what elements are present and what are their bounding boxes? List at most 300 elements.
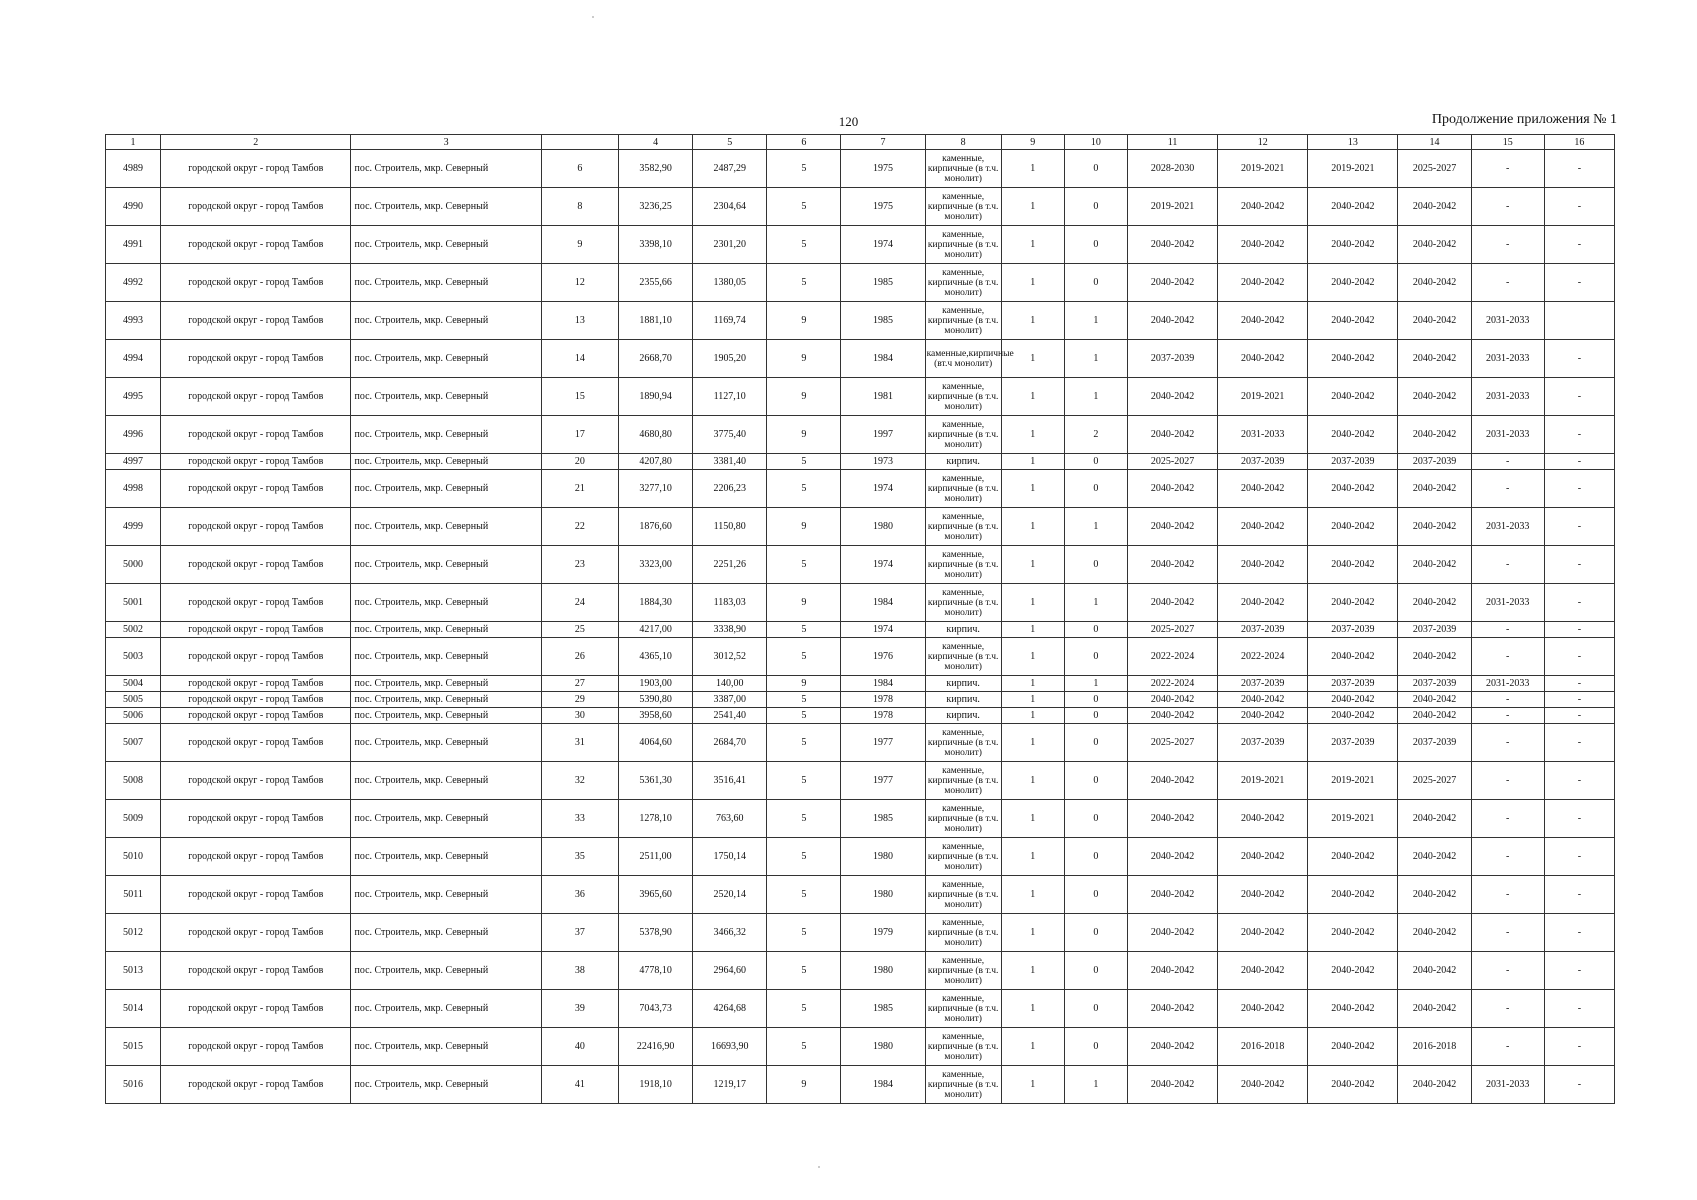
table-cell-c3b: 33	[541, 800, 618, 838]
table-cell-c7: 1977	[841, 724, 925, 762]
table-cell-c14: 2040-2042	[1398, 340, 1471, 378]
scan-speck	[818, 1166, 820, 1168]
table-cell-c9: 1	[1001, 584, 1064, 622]
table-cell-c15: -	[1471, 226, 1544, 264]
table-cell-c15: -	[1471, 692, 1544, 708]
table-cell-c15: -	[1471, 800, 1544, 838]
table-cell-c16: -	[1544, 876, 1614, 914]
table-cell-c14: 2040-2042	[1398, 264, 1471, 302]
table-cell-c9: 1	[1001, 264, 1064, 302]
column-header: 1	[106, 135, 161, 150]
table-cell-c2: городской округ - город Тамбов	[161, 470, 351, 508]
table-cell-c4: 4680,80	[619, 416, 693, 454]
table-cell-c9: 1	[1001, 378, 1064, 416]
column-header: 2	[161, 135, 351, 150]
table-cell-c10: 1	[1064, 302, 1127, 340]
table-cell-c2: городской округ - город Тамбов	[161, 838, 351, 876]
table-cell-c3b: 27	[541, 676, 618, 692]
table-cell-c3: пос. Строитель, мкр. Северный	[351, 838, 541, 876]
table-cell-c8: каменные, кирпичные (в т.ч. монолит)	[925, 1066, 1001, 1104]
table-row	[106, 622, 1615, 638]
table-cell-c6: 9	[767, 508, 841, 546]
table-cell-c1: 5006	[106, 708, 161, 724]
table-cell-c8: каменные, кирпичные (в т.ч. монолит)	[925, 150, 1001, 188]
table-cell-c15: -	[1471, 708, 1544, 724]
table-cell-c7: 1984	[841, 1066, 925, 1104]
table-cell-c7: 1980	[841, 838, 925, 876]
table-row	[106, 990, 1615, 1028]
table-cell-c7: 1980	[841, 952, 925, 990]
table-cell-c5: 1150,80	[693, 508, 767, 546]
table-cell-c2: городской округ - город Тамбов	[161, 800, 351, 838]
table-cell-c2: городской округ - город Тамбов	[161, 454, 351, 470]
table-cell-c11: 2040-2042	[1127, 1066, 1217, 1104]
table-cell-c1: 5001	[106, 584, 161, 622]
table-cell-c1: 5013	[106, 952, 161, 990]
table-cell-c15: 2031-2033	[1471, 378, 1544, 416]
column-header: 11	[1127, 135, 1217, 150]
table-cell-c11: 2040-2042	[1127, 990, 1217, 1028]
table-cell-c5: 1127,10	[693, 378, 767, 416]
table-cell-c11: 2025-2027	[1127, 622, 1217, 638]
table-cell-c16: -	[1544, 676, 1614, 692]
table-cell-c3b: 29	[541, 692, 618, 708]
table-cell-c16: -	[1544, 914, 1614, 952]
table-cell-c2: городской округ - город Тамбов	[161, 302, 351, 340]
table-cell-c9: 1	[1001, 226, 1064, 264]
table-cell-c16: -	[1544, 622, 1614, 638]
table-cell-c16: -	[1544, 1028, 1614, 1066]
table-row	[106, 800, 1615, 838]
page-number: 120	[838, 114, 859, 129]
table-cell-c13: 2040-2042	[1308, 914, 1398, 952]
table-cell-c12: 2037-2039	[1218, 454, 1308, 470]
table-cell-c15: -	[1471, 622, 1544, 638]
table-cell-c2: городской округ - город Тамбов	[161, 416, 351, 454]
column-header-row	[106, 135, 1615, 150]
table-cell-c5: 2964,60	[693, 952, 767, 990]
table-cell-c8: кирпич.	[925, 676, 1001, 692]
table-cell-c1: 5015	[106, 1028, 161, 1066]
table-cell-c1: 4999	[106, 508, 161, 546]
table-cell-c9: 1	[1001, 762, 1064, 800]
table-cell-c7: 1980	[841, 508, 925, 546]
table-cell-c13: 2040-2042	[1308, 708, 1398, 724]
table-cell-c11: 2040-2042	[1127, 378, 1217, 416]
table-cell-c4: 3236,25	[619, 188, 693, 226]
table-cell-c3b: 38	[541, 952, 618, 990]
table-cell-c5: 2301,20	[693, 226, 767, 264]
table-cell-c13: 2037-2039	[1308, 724, 1398, 762]
table-cell-c2: городской округ - город Тамбов	[161, 762, 351, 800]
table-cell-c4: 1918,10	[619, 1066, 693, 1104]
table-cell-c1: 5010	[106, 838, 161, 876]
table-cell-c3b: 35	[541, 838, 618, 876]
table-cell-c5: 2206,23	[693, 470, 767, 508]
table-cell-c3: пос. Строитель, мкр. Северный	[351, 692, 541, 708]
table-cell-c7: 1973	[841, 454, 925, 470]
table-cell-c14: 2040-2042	[1398, 692, 1471, 708]
table-cell-c1: 5011	[106, 876, 161, 914]
table-cell-c6: 9	[767, 584, 841, 622]
table-cell-c4: 3965,60	[619, 876, 693, 914]
housing-table	[105, 134, 1615, 1104]
table-cell-c10: 0	[1064, 226, 1127, 264]
table-cell-c11: 2025-2027	[1127, 454, 1217, 470]
table-cell-c1: 5005	[106, 692, 161, 708]
table-row	[106, 708, 1615, 724]
table-cell-c15: -	[1471, 638, 1544, 676]
table-cell-c3: пос. Строитель, мкр. Северный	[351, 302, 541, 340]
table-row	[106, 838, 1615, 876]
table-cell-c14: 2040-2042	[1398, 838, 1471, 876]
table-cell-c15: 2031-2033	[1471, 416, 1544, 454]
table-cell-c3b: 40	[541, 1028, 618, 1066]
table-cell-c15: 2031-2033	[1471, 584, 1544, 622]
table-cell-c1: 4993	[106, 302, 161, 340]
table-cell-c4: 5378,90	[619, 914, 693, 952]
table-cell-c6: 9	[767, 416, 841, 454]
table-cell-c12: 2040-2042	[1218, 952, 1308, 990]
table-cell-c14: 2040-2042	[1398, 188, 1471, 226]
table-cell-c10: 0	[1064, 454, 1127, 470]
table-cell-c16: -	[1544, 724, 1614, 762]
table-cell-c12: 2037-2039	[1218, 676, 1308, 692]
table-cell-c7: 1974	[841, 546, 925, 584]
table-cell-c15: -	[1471, 876, 1544, 914]
table-cell-c13: 2037-2039	[1308, 622, 1398, 638]
table-cell-c13: 2040-2042	[1308, 378, 1398, 416]
table-row	[106, 1028, 1615, 1066]
table-cell-c11: 2040-2042	[1127, 226, 1217, 264]
table-cell-c6: 5	[767, 762, 841, 800]
table-cell-c10: 2	[1064, 416, 1127, 454]
table-cell-c4: 5361,30	[619, 762, 693, 800]
table-cell-c1: 5007	[106, 724, 161, 762]
table-cell-c1: 4998	[106, 470, 161, 508]
table-cell-c2: городской округ - город Тамбов	[161, 1066, 351, 1104]
table-row	[106, 584, 1615, 622]
table-cell-c2: городской округ - город Тамбов	[161, 708, 351, 724]
table-cell-c13: 2040-2042	[1308, 188, 1398, 226]
table-cell-c16: -	[1544, 692, 1614, 708]
table-cell-c11: 2040-2042	[1127, 692, 1217, 708]
table-cell-c9: 1	[1001, 952, 1064, 990]
table-cell-c11: 2040-2042	[1127, 302, 1217, 340]
table-cell-c3b: 23	[541, 546, 618, 584]
table-cell-c11: 2028-2030	[1127, 150, 1217, 188]
table-cell-c13: 2037-2039	[1308, 454, 1398, 470]
table-cell-c6: 5	[767, 876, 841, 914]
table-cell-c3b: 13	[541, 302, 618, 340]
table-cell-c12: 2040-2042	[1218, 188, 1308, 226]
table-cell-c4: 1881,10	[619, 302, 693, 340]
table-cell-c2: городской округ - город Тамбов	[161, 876, 351, 914]
table-cell-c13: 2019-2021	[1308, 762, 1398, 800]
table-cell-c16: -	[1544, 638, 1614, 676]
table-row	[106, 1066, 1615, 1104]
table-cell-c15: -	[1471, 762, 1544, 800]
table-cell-c6: 5	[767, 546, 841, 584]
table-cell-c14: 2040-2042	[1398, 638, 1471, 676]
table-cell-c16: -	[1544, 708, 1614, 724]
table-cell-c11: 2022-2024	[1127, 676, 1217, 692]
table-cell-c5: 140,00	[693, 676, 767, 692]
table-cell-c9: 1	[1001, 724, 1064, 762]
table-cell-c7: 1985	[841, 264, 925, 302]
table-row	[106, 508, 1615, 546]
table-cell-c3b: 14	[541, 340, 618, 378]
table-cell-c15: -	[1471, 264, 1544, 302]
table-cell-c5: 2541,40	[693, 708, 767, 724]
table-cell-c15: -	[1471, 470, 1544, 508]
table-cell-c11: 2037-2039	[1127, 340, 1217, 378]
table-cell-c13: 2040-2042	[1308, 264, 1398, 302]
table-cell-c3: пос. Строитель, мкр. Северный	[351, 584, 541, 622]
table-cell-c14: 2040-2042	[1398, 990, 1471, 1028]
column-header: 4	[619, 135, 693, 150]
table-row	[106, 638, 1615, 676]
column-header: 9	[1001, 135, 1064, 150]
table-row	[106, 264, 1615, 302]
table-cell-c5: 3338,90	[693, 622, 767, 638]
table-cell-c1: 4992	[106, 264, 161, 302]
table-cell-c6: 5	[767, 1028, 841, 1066]
table-cell-c7: 1975	[841, 188, 925, 226]
table-cell-c6: 5	[767, 150, 841, 188]
table-cell-c13: 2040-2042	[1308, 226, 1398, 264]
table-cell-c9: 1	[1001, 708, 1064, 724]
table-cell-c12: 2040-2042	[1218, 226, 1308, 264]
table-cell-c3b: 36	[541, 876, 618, 914]
table-cell-c12: 2040-2042	[1218, 584, 1308, 622]
table-cell-c8: каменные, кирпичные (в т.ч. монолит)	[925, 226, 1001, 264]
table-cell-c13: 2037-2039	[1308, 676, 1398, 692]
table-cell-c6: 5	[767, 952, 841, 990]
table-cell-c3: пос. Строитель, мкр. Северный	[351, 800, 541, 838]
table-cell-c6: 9	[767, 340, 841, 378]
table-cell-c10: 1	[1064, 508, 1127, 546]
table-row	[106, 150, 1615, 188]
table-cell-c10: 0	[1064, 800, 1127, 838]
table-cell-c3: пос. Строитель, мкр. Северный	[351, 708, 541, 724]
table-cell-c7: 1985	[841, 990, 925, 1028]
table-cell-c15: 2031-2033	[1471, 302, 1544, 340]
table-cell-c1: 5016	[106, 1066, 161, 1104]
table-cell-c4: 1278,10	[619, 800, 693, 838]
table-cell-c14: 2040-2042	[1398, 800, 1471, 838]
table-cell-c6: 5	[767, 188, 841, 226]
table-cell-c3b: 17	[541, 416, 618, 454]
table-cell-c7: 1978	[841, 692, 925, 708]
table-cell-c3b: 8	[541, 188, 618, 226]
table-cell-c4: 3323,00	[619, 546, 693, 584]
table-cell-c3b: 22	[541, 508, 618, 546]
table-cell-c9: 1	[1001, 800, 1064, 838]
table-cell-c14: 2037-2039	[1398, 676, 1471, 692]
table-cell-c4: 4365,10	[619, 638, 693, 676]
table-cell-c8: каменные, кирпичные (в т.ч. монолит)	[925, 470, 1001, 508]
table-cell-c11: 2040-2042	[1127, 914, 1217, 952]
table-cell-c3: пос. Строитель, мкр. Северный	[351, 622, 541, 638]
table-cell-c13: 2019-2021	[1308, 800, 1398, 838]
table-cell-c5: 16693,90	[693, 1028, 767, 1066]
table-cell-c12: 2040-2042	[1218, 546, 1308, 584]
table-cell-c3: пос. Строитель, мкр. Северный	[351, 470, 541, 508]
continuation-note: Продолжение приложения № 1	[1431, 112, 1617, 127]
table-cell-c6: 5	[767, 226, 841, 264]
table-cell-c6: 5	[767, 990, 841, 1028]
table-cell-c2: городской округ - город Тамбов	[161, 150, 351, 188]
table-cell-c16: -	[1544, 378, 1614, 416]
table-cell-c12: 2019-2021	[1218, 762, 1308, 800]
table-cell-c3: пос. Строитель, мкр. Северный	[351, 340, 541, 378]
table-cell-c4: 2668,70	[619, 340, 693, 378]
table-cell-c3b: 30	[541, 708, 618, 724]
table-cell-c5: 3466,32	[693, 914, 767, 952]
table-cell-c13: 2040-2042	[1308, 990, 1398, 1028]
table-cell-c3: пос. Строитель, мкр. Северный	[351, 914, 541, 952]
table-cell-c15: -	[1471, 150, 1544, 188]
table-cell-c9: 1	[1001, 638, 1064, 676]
table-cell-c11: 2040-2042	[1127, 470, 1217, 508]
table-cell-c14: 2040-2042	[1398, 508, 1471, 546]
table-cell-c3: пос. Строитель, мкр. Северный	[351, 416, 541, 454]
table-cell-c9: 1	[1001, 622, 1064, 638]
table-cell-c3: пос. Строитель, мкр. Северный	[351, 226, 541, 264]
table-cell-c2: городской округ - город Тамбов	[161, 378, 351, 416]
table-cell-c6: 9	[767, 378, 841, 416]
table-cell-c2: городской округ - город Тамбов	[161, 952, 351, 990]
table-cell-c10: 0	[1064, 708, 1127, 724]
table-cell-c9: 1	[1001, 508, 1064, 546]
table-cell-c10: 1	[1064, 340, 1127, 378]
table-cell-c10: 0	[1064, 150, 1127, 188]
table-cell-c16: -	[1544, 800, 1614, 838]
table-cell-c2: городской округ - город Тамбов	[161, 508, 351, 546]
table-row	[106, 762, 1615, 800]
table-cell-c7: 1984	[841, 676, 925, 692]
column-header: 16	[1544, 135, 1614, 150]
table-cell-c14: 2040-2042	[1398, 914, 1471, 952]
table-cell-c6: 5	[767, 454, 841, 470]
table-cell-c14: 2040-2042	[1398, 584, 1471, 622]
scan-speck	[592, 16, 594, 18]
table-cell-c3b: 32	[541, 762, 618, 800]
table-cell-c3: пос. Строитель, мкр. Северный	[351, 990, 541, 1028]
table-cell-c13: 2040-2042	[1308, 302, 1398, 340]
table-cell-c11: 2040-2042	[1127, 508, 1217, 546]
table-cell-c15: -	[1471, 914, 1544, 952]
table-cell-c15: -	[1471, 724, 1544, 762]
table-cell-c11: 2040-2042	[1127, 838, 1217, 876]
table-row	[106, 416, 1615, 454]
table-cell-c2: городской округ - город Тамбов	[161, 584, 351, 622]
table-cell-c16: -	[1544, 226, 1614, 264]
table-cell-c12: 2040-2042	[1218, 692, 1308, 708]
table-row	[106, 692, 1615, 708]
table-cell-c1: 5003	[106, 638, 161, 676]
table-cell-c10: 0	[1064, 1028, 1127, 1066]
table-cell-c16: -	[1544, 952, 1614, 990]
table-cell-c6: 5	[767, 692, 841, 708]
column-header: 14	[1398, 135, 1471, 150]
table-cell-c14: 2040-2042	[1398, 470, 1471, 508]
table-cell-c12: 2037-2039	[1218, 622, 1308, 638]
table-cell-c1: 4991	[106, 226, 161, 264]
table-cell-c2: городской округ - город Тамбов	[161, 914, 351, 952]
table-row	[106, 226, 1615, 264]
table-cell-c10: 0	[1064, 724, 1127, 762]
table-cell-c11: 2040-2042	[1127, 416, 1217, 454]
table-cell-c13: 2040-2042	[1308, 416, 1398, 454]
table-cell-c14: 2040-2042	[1398, 416, 1471, 454]
table-cell-c8: каменные, кирпичные (в т.ч. монолит)	[925, 584, 1001, 622]
table-cell-c8: кирпич.	[925, 622, 1001, 638]
table-cell-c8: каменные, кирпичные (в т.ч. монолит)	[925, 638, 1001, 676]
table-cell-c11: 2040-2042	[1127, 584, 1217, 622]
table-cell-c14: 2040-2042	[1398, 1066, 1471, 1104]
table-cell-c15: -	[1471, 188, 1544, 226]
table-cell-c15: 2031-2033	[1471, 340, 1544, 378]
table-cell-c16	[1544, 302, 1614, 340]
table-cell-c10: 0	[1064, 622, 1127, 638]
table-cell-c10: 1	[1064, 676, 1127, 692]
table-row	[106, 378, 1615, 416]
table-cell-c3: пос. Строитель, мкр. Северный	[351, 762, 541, 800]
table-cell-c8: каменные, кирпичные (в т.ч. монолит)	[925, 762, 1001, 800]
table-cell-c3: пос. Строитель, мкр. Северный	[351, 188, 541, 226]
table-cell-c8: каменные, кирпичные (в т.ч. монолит)	[925, 188, 1001, 226]
column-header: 10	[1064, 135, 1127, 150]
table-cell-c3: пос. Строитель, мкр. Северный	[351, 1066, 541, 1104]
table-cell-c5: 1750,14	[693, 838, 767, 876]
table-cell-c8: каменные, кирпичные (в т.ч. монолит)	[925, 800, 1001, 838]
table-cell-c9: 1	[1001, 1028, 1064, 1066]
table-cell-c8: каменные, кирпичные (в т.ч. монолит)	[925, 508, 1001, 546]
table-cell-c4: 3958,60	[619, 708, 693, 724]
table-cell-c11: 2040-2042	[1127, 264, 1217, 302]
table-cell-c6: 5	[767, 470, 841, 508]
table-cell-c3b: 37	[541, 914, 618, 952]
table-cell-c1: 5000	[106, 546, 161, 584]
table-cell-c10: 0	[1064, 546, 1127, 584]
column-header: 8	[925, 135, 1001, 150]
table-cell-c3: пос. Строитель, мкр. Северный	[351, 876, 541, 914]
table-cell-c5: 2304,64	[693, 188, 767, 226]
table-cell-c13: 2040-2042	[1308, 508, 1398, 546]
table-cell-c6: 5	[767, 800, 841, 838]
table-cell-c14: 2037-2039	[1398, 724, 1471, 762]
column-header: 7	[841, 135, 925, 150]
table-cell-c6: 5	[767, 914, 841, 952]
table-cell-c16: -	[1544, 508, 1614, 546]
table-cell-c5: 1905,20	[693, 340, 767, 378]
table-cell-c5: 1380,05	[693, 264, 767, 302]
table-cell-c14: 2025-2027	[1398, 762, 1471, 800]
table-cell-c9: 1	[1001, 188, 1064, 226]
table-cell-c1: 4995	[106, 378, 161, 416]
column-header: 5	[693, 135, 767, 150]
table-cell-c13: 2040-2042	[1308, 340, 1398, 378]
table-cell-c7: 1974	[841, 470, 925, 508]
table-cell-c8: кирпич.	[925, 454, 1001, 470]
table-cell-c7: 1984	[841, 340, 925, 378]
table-cell-c2: городской округ - город Тамбов	[161, 264, 351, 302]
table-cell-c11: 2019-2021	[1127, 188, 1217, 226]
table-cell-c12: 2016-2018	[1218, 1028, 1308, 1066]
table-cell-c10: 0	[1064, 188, 1127, 226]
